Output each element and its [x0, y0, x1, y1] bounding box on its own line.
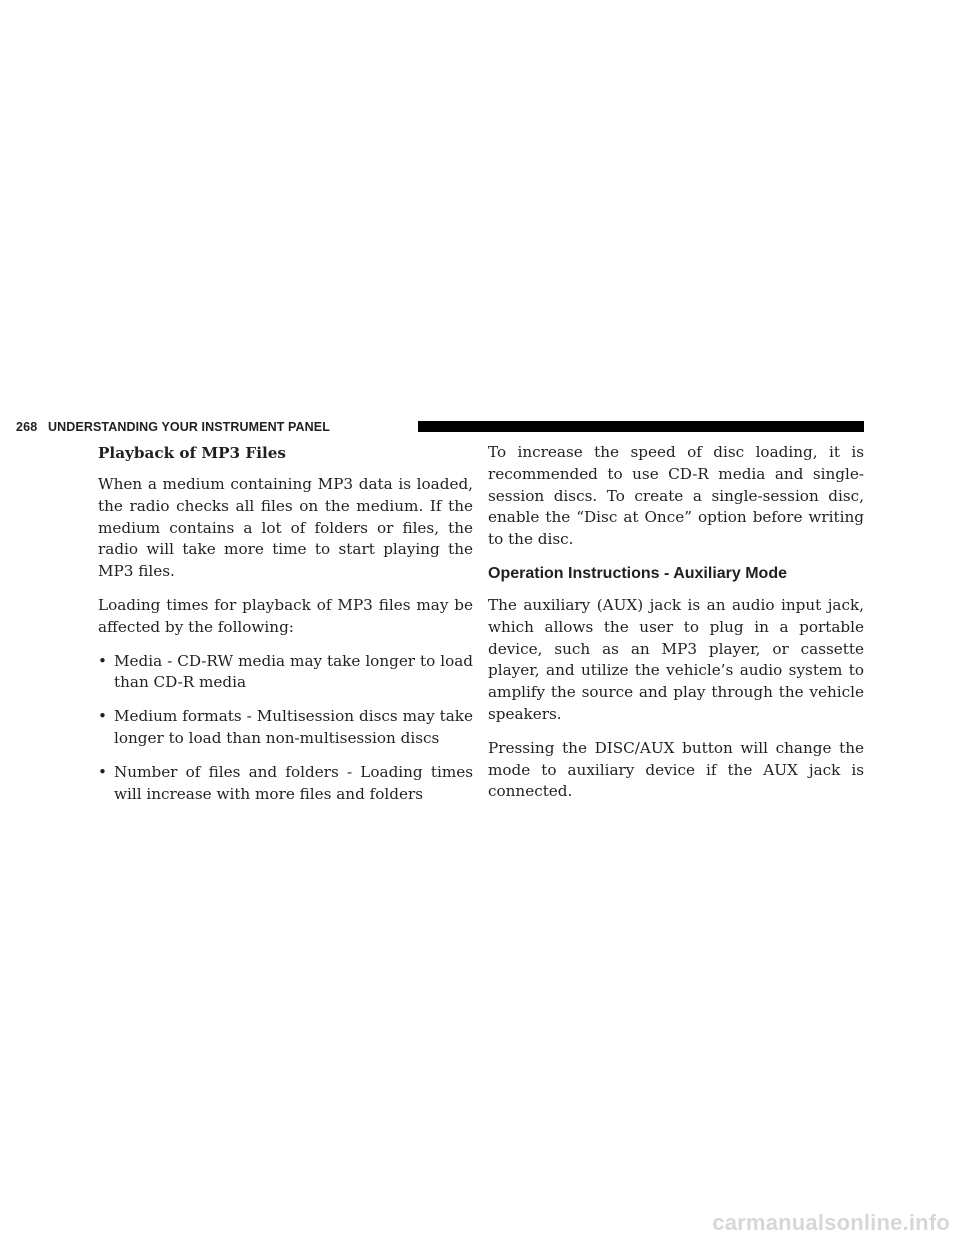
- left-column: [98, 442, 473, 817]
- paragraph-disc-speed: To increase the speed of disc loading, it is recommended to use CD-R media and single-session discs. To create a single-session disc, enable the “Disc at Once” option before writing to the disc.: [488, 443, 864, 549]
- bullet-icon: •: [98, 762, 107, 781]
- bullet-icon: •: [98, 651, 107, 670]
- paragraph-loading-times: Loading times for playback of MP3 files may be affected by the following:: [98, 595, 473, 636]
- list-item: [98, 651, 473, 695]
- list-item: [98, 762, 473, 806]
- right-column: [488, 442, 864, 815]
- page-number: 268: [16, 420, 38, 434]
- paragraph-mp3-loading: When a medium containing MP3 data is loaded, the radio checks all files on the medium. If the medium contains a lot of folders or files, the radio will take more time to start playing the MP3 files.: [98, 475, 473, 581]
- paragraph-disc-aux-button: Pressing the DISC/AUX button will change the mode to auxiliary device if the AUX jack is connected.: [488, 738, 864, 801]
- paragraph-aux-jack: The auxiliary (AUX) jack is an audio input jack, which allows the user to plug in a portable device, such as an MP3 player, or cassette player, and utilize the vehicle’s audio system to amplify the source and play through the vehicle speakers.: [488, 595, 864, 723]
- bullet-icon: •: [98, 707, 107, 726]
- watermark-logo: carmanualsonline.info: [712, 1210, 950, 1235]
- list-item: [98, 706, 473, 750]
- header-rule-bar: [418, 421, 864, 432]
- list-item-text: Number of files and folders - Loading times will increase with more files and folders: [114, 762, 473, 803]
- section-title: UNDERSTANDING YOUR INSTRUMENT PANEL: [48, 420, 330, 434]
- loading-factors-list: [98, 651, 473, 806]
- page-header: [16, 418, 864, 436]
- list-item-text: Medium formats - Multisession discs may take longer to load than non-multisession discs: [114, 707, 473, 747]
- list-item-text: Media - CD-RW media may take longer to load than CD-R media: [114, 651, 473, 692]
- heading-auxiliary-mode: Operation Instructions - Auxiliary Mode: [488, 564, 787, 582]
- heading-mp3-playback: Playback of MP3 Files: [98, 444, 286, 462]
